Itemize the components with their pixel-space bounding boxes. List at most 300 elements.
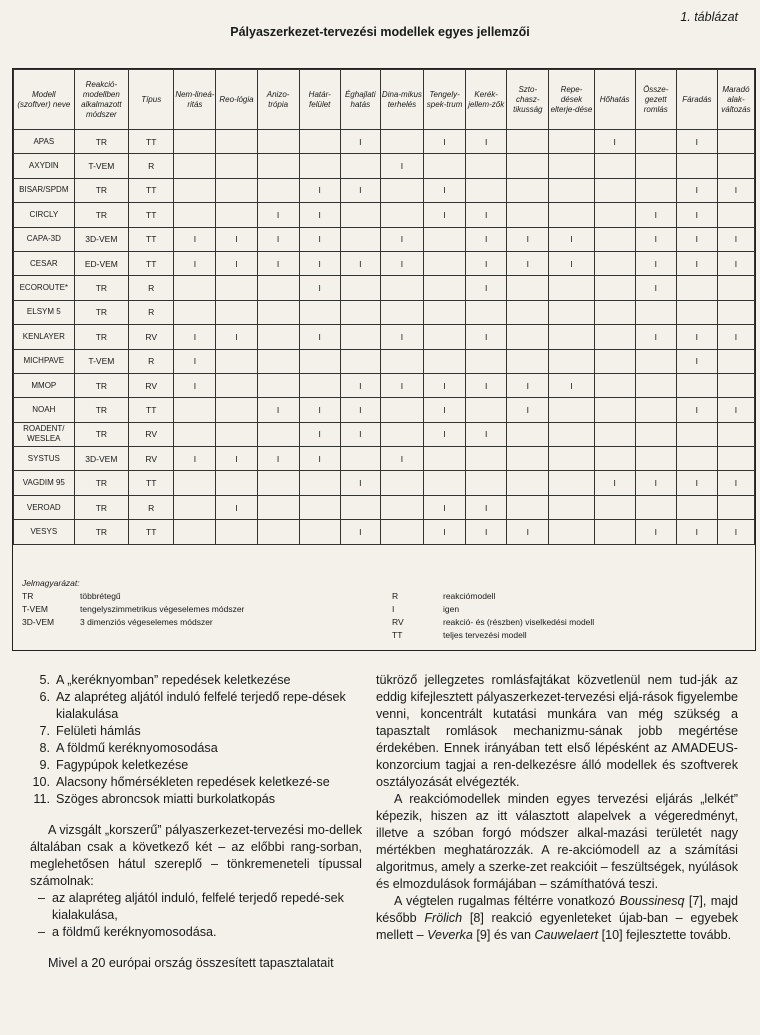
yes-mark-cell bbox=[676, 447, 717, 471]
table-row bbox=[14, 227, 755, 251]
yes-mark-cell bbox=[594, 349, 635, 373]
legend-title: Jelmagyarázat: bbox=[22, 578, 80, 588]
yes-mark-cell bbox=[216, 373, 257, 397]
right-column bbox=[376, 672, 738, 944]
yes-mark-cell bbox=[717, 495, 754, 519]
table-cell: TT bbox=[129, 471, 174, 495]
paragraph: A reakciómodellek minden egyes tervezési eljárás „lelkét” képezik, hiszen az itt választott alapelvek a végeredményt, illetve a szóban forgó módszer alkal-mazási területét nagy mértékben meghatározzák. A re-akciómodell az a számítási algoritmus, amely a szerke-zet reakcióit – feszültségek, nyúlások és elmozdulások formájában – számíthatóvá teszi. bbox=[376, 792, 738, 891]
yes-mark-cell bbox=[257, 520, 299, 544]
yes-mark-cell bbox=[717, 276, 754, 300]
column-header: Maradó alak-változás bbox=[717, 70, 754, 130]
yes-mark-cell: I bbox=[507, 520, 549, 544]
yes-mark-cell bbox=[635, 130, 676, 154]
models-table bbox=[13, 69, 755, 545]
yes-mark-cell bbox=[216, 422, 257, 446]
dash-item: – az alapréteg aljától induló, felfelé terjedő repedé-sek kialakulása, bbox=[38, 891, 344, 922]
yes-mark-cell bbox=[549, 203, 594, 227]
yes-mark-cell bbox=[635, 422, 676, 446]
table-number: 1. táblázat bbox=[680, 10, 738, 24]
table-cell: TR bbox=[74, 520, 128, 544]
yes-mark-cell bbox=[424, 154, 466, 178]
yes-mark-cell: I bbox=[299, 276, 340, 300]
model-name-cell: MMOP bbox=[14, 373, 75, 397]
yes-mark-cell: I bbox=[424, 203, 466, 227]
yes-mark-cell bbox=[594, 325, 635, 349]
legend-code: T-VEM bbox=[22, 604, 48, 614]
yes-mark-cell: I bbox=[676, 130, 717, 154]
table-cell: TR bbox=[74, 325, 128, 349]
yes-mark-cell bbox=[635, 373, 676, 397]
yes-mark-cell bbox=[340, 276, 380, 300]
yes-mark-cell: I bbox=[507, 227, 549, 251]
yes-mark-cell: I bbox=[257, 203, 299, 227]
yes-mark-cell: I bbox=[717, 471, 754, 495]
model-name-cell: CIRCLY bbox=[14, 203, 75, 227]
yes-mark-cell: I bbox=[174, 251, 216, 275]
yes-mark-cell: I bbox=[717, 178, 754, 202]
yes-mark-cell bbox=[549, 495, 594, 519]
yes-mark-cell bbox=[216, 300, 257, 324]
yes-mark-cell: I bbox=[466, 495, 507, 519]
model-name-cell: APAS bbox=[14, 130, 75, 154]
model-name-cell: ECOROUTE* bbox=[14, 276, 75, 300]
yes-mark-cell bbox=[594, 276, 635, 300]
yes-mark-cell bbox=[466, 471, 507, 495]
header-row bbox=[14, 70, 755, 130]
yes-mark-cell: I bbox=[174, 325, 216, 349]
table-cell: R bbox=[129, 154, 174, 178]
yes-mark-cell bbox=[380, 349, 423, 373]
yes-mark-cell bbox=[507, 471, 549, 495]
legend-code: 3D-VEM bbox=[22, 617, 55, 627]
yes-mark-cell bbox=[466, 154, 507, 178]
table-cell: TR bbox=[74, 178, 128, 202]
yes-mark-cell bbox=[216, 349, 257, 373]
yes-mark-cell: I bbox=[635, 471, 676, 495]
table-row bbox=[14, 154, 755, 178]
yes-mark-cell bbox=[594, 398, 635, 422]
yes-mark-cell: I bbox=[466, 130, 507, 154]
yes-mark-cell: I bbox=[507, 251, 549, 275]
yes-mark-cell: I bbox=[216, 251, 257, 275]
list-item: 7. Felületi hámlás bbox=[39, 724, 141, 738]
table-cell: T-VEM bbox=[74, 349, 128, 373]
yes-mark-cell: I bbox=[424, 373, 466, 397]
yes-mark-cell: I bbox=[549, 251, 594, 275]
yes-mark-cell: I bbox=[466, 373, 507, 397]
yes-mark-cell: I bbox=[299, 227, 340, 251]
legend-desc: 3 dimenziós végeselemes módszer bbox=[80, 617, 213, 627]
yes-mark-cell bbox=[299, 471, 340, 495]
yes-mark-cell: I bbox=[340, 178, 380, 202]
yes-mark-cell bbox=[257, 471, 299, 495]
yes-mark-cell: I bbox=[635, 203, 676, 227]
author-name: Boussinesq bbox=[619, 894, 685, 908]
yes-mark-cell: I bbox=[466, 422, 507, 446]
table-cell: R bbox=[129, 276, 174, 300]
yes-mark-cell bbox=[216, 130, 257, 154]
yes-mark-cell: I bbox=[380, 227, 423, 251]
legend-code: TR bbox=[22, 591, 34, 601]
yes-mark-cell bbox=[216, 398, 257, 422]
yes-mark-cell: I bbox=[424, 130, 466, 154]
yes-mark-cell bbox=[216, 178, 257, 202]
column-header: Nem-lineá-ritás bbox=[174, 70, 216, 130]
yes-mark-cell: I bbox=[174, 349, 216, 373]
yes-mark-cell bbox=[676, 154, 717, 178]
yes-mark-cell: I bbox=[340, 398, 380, 422]
yes-mark-cell: I bbox=[594, 130, 635, 154]
yes-mark-cell bbox=[549, 471, 594, 495]
yes-mark-cell bbox=[174, 178, 216, 202]
paragraph: A vizsgált „korszerű” pályaszerkezet-tervezési mo-dellek általában csak a következő két – az előbbi rang-sorban, meglehetősen hátul szereplő – tönkremeneteli típussal számolnak: bbox=[30, 823, 362, 888]
yes-mark-cell: I bbox=[299, 325, 340, 349]
legend-desc: tengelyszimmetrikus végeselemes módszer bbox=[80, 604, 245, 614]
table-cell: RV bbox=[129, 447, 174, 471]
yes-mark-cell bbox=[717, 130, 754, 154]
yes-mark-cell bbox=[594, 300, 635, 324]
dash-item: – a földmű keréknyomosodása. bbox=[38, 925, 217, 939]
yes-mark-cell: I bbox=[174, 447, 216, 471]
list-item: 11. Szöges abroncsok miatti burkolatkopás bbox=[33, 792, 276, 806]
yes-mark-cell: I bbox=[340, 130, 380, 154]
yes-mark-cell bbox=[424, 349, 466, 373]
yes-mark-cell bbox=[257, 154, 299, 178]
yes-mark-cell bbox=[507, 203, 549, 227]
yes-mark-cell: I bbox=[340, 520, 380, 544]
yes-mark-cell: I bbox=[174, 227, 216, 251]
table-row bbox=[14, 300, 755, 324]
yes-mark-cell bbox=[549, 130, 594, 154]
yes-mark-cell: I bbox=[216, 325, 257, 349]
yes-mark-cell bbox=[257, 495, 299, 519]
yes-mark-cell bbox=[174, 398, 216, 422]
yes-mark-cell bbox=[549, 178, 594, 202]
yes-mark-cell bbox=[257, 130, 299, 154]
model-name-cell: KENLAYER bbox=[14, 325, 75, 349]
legend-code: TT bbox=[392, 630, 403, 640]
yes-mark-cell bbox=[466, 178, 507, 202]
yes-mark-cell bbox=[594, 203, 635, 227]
yes-mark-cell bbox=[635, 349, 676, 373]
yes-mark-cell: I bbox=[424, 495, 466, 519]
yes-mark-cell bbox=[299, 495, 340, 519]
yes-mark-cell bbox=[257, 422, 299, 446]
column-header: Határ-felület bbox=[299, 70, 340, 130]
yes-mark-cell bbox=[380, 178, 423, 202]
yes-mark-cell: I bbox=[380, 251, 423, 275]
yes-mark-cell bbox=[466, 398, 507, 422]
yes-mark-cell bbox=[717, 447, 754, 471]
yes-mark-cell: I bbox=[549, 373, 594, 397]
yes-mark-cell bbox=[717, 300, 754, 324]
table-cell: TR bbox=[74, 471, 128, 495]
table-cell: 3D-VEM bbox=[74, 447, 128, 471]
yes-mark-cell bbox=[424, 276, 466, 300]
table-cell: TT bbox=[129, 130, 174, 154]
yes-mark-cell bbox=[340, 227, 380, 251]
table-cell: TT bbox=[129, 178, 174, 202]
paragraph: A végtelen rugalmas féltérre vonatkozó Boussinesq [7], majd később Frölich [8] reakció egyenleteket újab-ban – egyebek mellett – Veverka [9] és van Cauwelaert [10] fejlesztette tovább. bbox=[376, 894, 739, 942]
yes-mark-cell bbox=[216, 471, 257, 495]
yes-mark-cell bbox=[594, 495, 635, 519]
yes-mark-cell bbox=[216, 203, 257, 227]
yes-mark-cell bbox=[466, 447, 507, 471]
yes-mark-cell bbox=[635, 447, 676, 471]
yes-mark-cell bbox=[635, 154, 676, 178]
table-row bbox=[14, 251, 755, 275]
yes-mark-cell bbox=[594, 227, 635, 251]
paragraph: Mivel a 20 európai ország összesített tapasztalatait bbox=[48, 956, 334, 970]
model-name-cell: CESAR bbox=[14, 251, 75, 275]
yes-mark-cell: I bbox=[216, 227, 257, 251]
yes-mark-cell: I bbox=[676, 520, 717, 544]
yes-mark-cell bbox=[549, 447, 594, 471]
yes-mark-cell: I bbox=[676, 203, 717, 227]
yes-mark-cell bbox=[257, 325, 299, 349]
table-cell: R bbox=[129, 300, 174, 324]
yes-mark-cell: I bbox=[676, 349, 717, 373]
table-cell: TT bbox=[129, 227, 174, 251]
table-title: Pályaszerkezet-tervezési modellek egyes jellemzői bbox=[230, 25, 530, 39]
table-cell: TR bbox=[74, 130, 128, 154]
yes-mark-cell bbox=[676, 422, 717, 446]
yes-mark-cell: I bbox=[257, 251, 299, 275]
model-name-cell: BISAR/SPDM bbox=[14, 178, 75, 202]
yes-mark-cell bbox=[594, 373, 635, 397]
yes-mark-cell: I bbox=[676, 325, 717, 349]
model-name-cell: AXYDIN bbox=[14, 154, 75, 178]
yes-mark-cell: I bbox=[380, 373, 423, 397]
model-name-cell: CAPA-3D bbox=[14, 227, 75, 251]
yes-mark-cell bbox=[424, 251, 466, 275]
yes-mark-cell: I bbox=[676, 227, 717, 251]
yes-mark-cell: I bbox=[340, 471, 380, 495]
yes-mark-cell: I bbox=[676, 178, 717, 202]
yes-mark-cell bbox=[424, 325, 466, 349]
table-cell: TR bbox=[74, 373, 128, 397]
column-header: Anizo-trópia bbox=[257, 70, 299, 130]
table-cell: T-VEM bbox=[74, 154, 128, 178]
table-row bbox=[14, 422, 755, 446]
column-header: Típus bbox=[129, 70, 174, 130]
yes-mark-cell bbox=[676, 300, 717, 324]
column-header: Szto-chasz-tikusság bbox=[507, 70, 549, 130]
table-row bbox=[14, 373, 755, 397]
yes-mark-cell: I bbox=[299, 398, 340, 422]
yes-mark-cell bbox=[507, 349, 549, 373]
yes-mark-cell bbox=[635, 300, 676, 324]
yes-mark-cell: I bbox=[380, 447, 423, 471]
yes-mark-cell bbox=[594, 178, 635, 202]
yes-mark-cell: I bbox=[340, 373, 380, 397]
legend-code: I bbox=[392, 604, 395, 614]
model-name-cell: SYSTUS bbox=[14, 447, 75, 471]
yes-mark-cell: I bbox=[340, 251, 380, 275]
yes-mark-cell: I bbox=[717, 325, 754, 349]
yes-mark-cell bbox=[635, 178, 676, 202]
yes-mark-cell bbox=[174, 520, 216, 544]
yes-mark-cell: I bbox=[299, 422, 340, 446]
yes-mark-cell bbox=[717, 203, 754, 227]
yes-mark-cell bbox=[676, 276, 717, 300]
column-header: Össze-gezett romlás bbox=[635, 70, 676, 130]
yes-mark-cell: I bbox=[424, 398, 466, 422]
column-header: Fáradás bbox=[676, 70, 717, 130]
yes-mark-cell bbox=[380, 130, 423, 154]
model-name-cell: VEROAD bbox=[14, 495, 75, 519]
yes-mark-cell bbox=[257, 373, 299, 397]
yes-mark-cell bbox=[257, 349, 299, 373]
yes-mark-cell bbox=[549, 154, 594, 178]
yes-mark-cell: I bbox=[299, 251, 340, 275]
yes-mark-cell bbox=[717, 349, 754, 373]
yes-mark-cell bbox=[549, 349, 594, 373]
yes-mark-cell bbox=[717, 373, 754, 397]
yes-mark-cell bbox=[676, 495, 717, 519]
table-row bbox=[14, 203, 755, 227]
column-header: Kerék-jellem-zők bbox=[466, 70, 507, 130]
yes-mark-cell bbox=[380, 276, 423, 300]
legend-code: R bbox=[392, 591, 399, 601]
yes-mark-cell: I bbox=[507, 373, 549, 397]
table-row bbox=[14, 178, 755, 202]
yes-mark-cell bbox=[380, 520, 423, 544]
yes-mark-cell: I bbox=[299, 203, 340, 227]
yes-mark-cell bbox=[257, 300, 299, 324]
table-row bbox=[14, 495, 755, 519]
yes-mark-cell bbox=[380, 203, 423, 227]
yes-mark-cell bbox=[507, 325, 549, 349]
yes-mark-cell: I bbox=[717, 227, 754, 251]
yes-mark-cell bbox=[174, 495, 216, 519]
column-header: Dina-mikus terhelés bbox=[380, 70, 423, 130]
yes-mark-cell bbox=[299, 349, 340, 373]
yes-mark-cell: I bbox=[635, 325, 676, 349]
yes-mark-cell: I bbox=[424, 520, 466, 544]
yes-mark-cell bbox=[216, 154, 257, 178]
table-cell: TR bbox=[74, 203, 128, 227]
table-cell: TR bbox=[74, 422, 128, 446]
table-cell: TT bbox=[129, 398, 174, 422]
yes-mark-cell bbox=[174, 130, 216, 154]
table-cell: 3D-VEM bbox=[74, 227, 128, 251]
table-cell: ED-VEM bbox=[74, 251, 128, 275]
model-name-cell: MICHPAVE bbox=[14, 349, 75, 373]
table-row bbox=[14, 276, 755, 300]
list-item: 6. Az alapréteg aljától induló felfelé terjedő repe-dések kialakulása bbox=[39, 690, 346, 721]
table-row bbox=[14, 471, 755, 495]
yes-mark-cell: I bbox=[676, 398, 717, 422]
yes-mark-cell: I bbox=[216, 495, 257, 519]
yes-mark-cell: I bbox=[676, 471, 717, 495]
yes-mark-cell bbox=[549, 422, 594, 446]
list-item: 10. Alacsony hőmérsékleten repedések keletkezé-se bbox=[32, 775, 330, 789]
yes-mark-cell bbox=[507, 447, 549, 471]
column-header: Hőhatás bbox=[594, 70, 635, 130]
yes-mark-cell: I bbox=[257, 227, 299, 251]
table-cell: TT bbox=[129, 203, 174, 227]
yes-mark-cell: I bbox=[635, 251, 676, 275]
yes-mark-cell bbox=[380, 398, 423, 422]
yes-mark-cell bbox=[549, 276, 594, 300]
yes-mark-cell bbox=[594, 154, 635, 178]
model-name-cell: VESYS bbox=[14, 520, 75, 544]
yes-mark-cell bbox=[174, 300, 216, 324]
yes-mark-cell bbox=[340, 447, 380, 471]
table-cell: TR bbox=[74, 495, 128, 519]
yes-mark-cell bbox=[507, 300, 549, 324]
column-header: Repe-dések elterje-dése bbox=[549, 70, 594, 130]
model-name-cell: NOAH bbox=[14, 398, 75, 422]
table-cell: TT bbox=[129, 520, 174, 544]
column-header: Reakció-modellben alkalmazott módszer bbox=[74, 70, 128, 130]
yes-mark-cell bbox=[299, 520, 340, 544]
yes-mark-cell bbox=[635, 495, 676, 519]
table-cell: TR bbox=[74, 300, 128, 324]
yes-mark-cell bbox=[216, 276, 257, 300]
yes-mark-cell: I bbox=[594, 471, 635, 495]
yes-mark-cell bbox=[299, 130, 340, 154]
yes-mark-cell bbox=[340, 495, 380, 519]
yes-mark-cell bbox=[216, 520, 257, 544]
author-name: Frölich bbox=[424, 911, 463, 925]
yes-mark-cell bbox=[594, 447, 635, 471]
author-name: Veverka bbox=[427, 928, 473, 942]
yes-mark-cell bbox=[549, 325, 594, 349]
table-cell: TT bbox=[129, 251, 174, 275]
legend-desc: többrétegű bbox=[80, 591, 121, 601]
column-header: Reo-lógia bbox=[216, 70, 257, 130]
yes-mark-cell bbox=[340, 203, 380, 227]
yes-mark-cell bbox=[676, 373, 717, 397]
legend-desc: teljes tervezési modell bbox=[443, 630, 527, 640]
yes-mark-cell: I bbox=[380, 325, 423, 349]
yes-mark-cell: I bbox=[174, 373, 216, 397]
model-name-cell: VAGDIM 95 bbox=[14, 471, 75, 495]
yes-mark-cell bbox=[507, 130, 549, 154]
legend-code: RV bbox=[392, 617, 404, 627]
yes-mark-cell bbox=[466, 349, 507, 373]
yes-mark-cell bbox=[380, 471, 423, 495]
yes-mark-cell bbox=[257, 276, 299, 300]
yes-mark-cell bbox=[299, 300, 340, 324]
model-name-cell: ROADENT/ WESLEA bbox=[14, 422, 75, 446]
yes-mark-cell bbox=[340, 325, 380, 349]
yes-mark-cell: I bbox=[507, 398, 549, 422]
yes-mark-cell bbox=[635, 398, 676, 422]
table-cell: RV bbox=[129, 422, 174, 446]
yes-mark-cell: I bbox=[424, 178, 466, 202]
yes-mark-cell bbox=[424, 471, 466, 495]
table-cell: R bbox=[129, 495, 174, 519]
yes-mark-cell bbox=[507, 178, 549, 202]
yes-mark-cell bbox=[174, 276, 216, 300]
left-column bbox=[30, 672, 362, 972]
yes-mark-cell bbox=[507, 495, 549, 519]
author-name: Cauwelaert bbox=[534, 928, 599, 942]
yes-mark-cell bbox=[340, 300, 380, 324]
yes-mark-cell: I bbox=[299, 178, 340, 202]
yes-mark-cell bbox=[340, 349, 380, 373]
legend-desc: reakciómodell bbox=[443, 591, 496, 601]
list-item: 9. Fagypúpok keletkezése bbox=[39, 758, 189, 772]
yes-mark-cell: I bbox=[466, 276, 507, 300]
yes-mark-cell: I bbox=[717, 251, 754, 275]
table-cell: RV bbox=[129, 373, 174, 397]
yes-mark-cell bbox=[549, 300, 594, 324]
yes-mark-cell bbox=[380, 300, 423, 324]
